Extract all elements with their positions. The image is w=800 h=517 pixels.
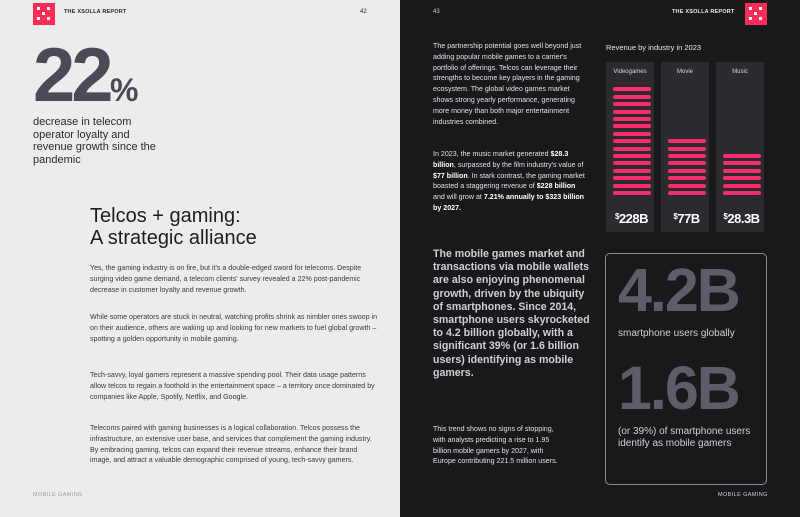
bar-panel-movie xyxy=(661,62,709,232)
bar-segment xyxy=(613,154,651,158)
bar-segment xyxy=(613,102,651,106)
heading-line-2: A strategic alliance xyxy=(90,227,257,249)
stat-caption: decrease in telecom operator loyalty and revenue growth since the pandemic xyxy=(33,116,156,166)
bar-segment xyxy=(668,161,706,165)
mobile-games-heading: The mobile games market and transactions via mobile wallets are also enjoying phenomenal growth, driven by the ubiquity of smartphones. Since 2014, smartphone users skyrocketed to 4.2 billion globally, with a significant 39% (or 1.6 billion users) identifying as mobile gamers. xyxy=(433,248,590,379)
bar-value-label: $28.3B xyxy=(723,211,760,226)
body-paragraph: Telecoms paired with gaming businesses is a logical collaboration. Telcos possess the infrastructure, an extensive user base, and services that complement the gaming industry. By embracing gaming, telcos can expand their revenue streams, enhance their brand image, and attract a valuable demographic comprised of young, tech-savvy gamers. xyxy=(90,424,372,465)
bar-segment xyxy=(668,191,706,195)
report-title-right: THE XSOLLA REPORT xyxy=(672,9,735,15)
page-number-left: 42 xyxy=(360,9,367,15)
trend-paragraph: This trend shows no signs of stopping, with analysts predicting a rise to 1.95 billion mobile gamers by 2027, with Europe contributing 221.5 million users. xyxy=(433,425,558,466)
big-stat-unit: % xyxy=(110,72,139,108)
bar-category-label: Videogames xyxy=(613,69,647,75)
chart-title: Revenue by industry in 2023 xyxy=(606,43,702,52)
bar-segment xyxy=(723,161,761,165)
bar-category-label: Music xyxy=(732,69,748,75)
bar-segment xyxy=(613,161,651,165)
right-page xyxy=(400,0,800,517)
bar-segment xyxy=(613,147,651,151)
intro-paragraph: The partnership potential goes well beyond just adding popular mobile games to a carrier's portfolio of offerings. Telcos can leverage their strengths to become key players in the gaming ecosystem. The global video games market shows strong yearly performance, generating more money than both major entertainment industries combined. xyxy=(433,42,582,126)
bar-panel-videogames xyxy=(606,62,654,232)
bar-segment xyxy=(613,95,651,99)
bar-segment xyxy=(613,191,651,195)
bar-segment xyxy=(613,176,651,180)
body-paragraph: While some operators are stuck in neutral, watching profits shrink as nimbler ones swoop in on their audience, others are waking up and looking for new markets to fuel global growth – spotting a golden opportunity in mobile gaming. xyxy=(90,313,378,343)
big-stat: 22 xyxy=(33,33,110,118)
bar-segment xyxy=(613,139,651,143)
xsolla-logo xyxy=(745,3,767,25)
body-paragraph: Tech-savvy, loyal gamers represent a massive spending pool. Their data usage patterns allow telcos to regain a foothold in the entertainment space – a territory once dominated by companies like Apple, Spotify, Netflix, and Google. xyxy=(90,371,375,401)
bar-segment xyxy=(668,184,706,188)
section-heading xyxy=(90,205,340,249)
bar-category-label: Movie xyxy=(676,69,693,75)
xsolla-logo xyxy=(33,3,55,25)
body-paragraph: Yes, the gaming industry is on fire, but it's a double-edged sword for telecoms. Despite surging video game demand, a telecom clients' survey revealed a 22% post-pandemic decrease in customer loyalty and revenue growth. xyxy=(90,264,362,294)
bar-segment xyxy=(613,117,651,121)
bar-segment xyxy=(613,110,651,114)
footer-left: MOBILE GAMING xyxy=(33,492,83,498)
bar-segment xyxy=(613,87,651,91)
footer-right: MOBILE GAMING xyxy=(718,492,768,498)
bar-panel-music xyxy=(716,62,764,232)
mobile-gamers-stat: 1.6B xyxy=(618,354,739,422)
heading-line-1: Telcos + gaming: xyxy=(90,205,241,227)
bar-segment xyxy=(723,169,761,173)
stat-box xyxy=(605,253,767,485)
smartphone-users-caption: smartphone users globally xyxy=(618,328,735,339)
bar-segment xyxy=(668,169,706,173)
report-title: THE XSOLLA REPORT xyxy=(64,9,127,15)
bar-segment xyxy=(668,176,706,180)
bar-segment xyxy=(723,176,761,180)
smartphone-users-stat: 4.2B xyxy=(618,256,739,324)
bar-segment xyxy=(723,191,761,195)
bar-segment xyxy=(613,184,651,188)
bar-segment xyxy=(668,147,706,151)
bar-segment xyxy=(613,124,651,128)
bar-segment xyxy=(613,169,651,173)
bar-segment xyxy=(613,132,651,136)
page-number-right: 43 xyxy=(433,9,440,15)
bar-value-label: $77B xyxy=(673,211,700,226)
bar-value-label: $228B xyxy=(614,211,649,226)
bar-segment xyxy=(668,139,706,143)
market-paragraph: In 2023, the music market generated $28.3 billion, surpassed by the film industry's value of $77 billion. In stark contrast, the gaming market boasted a staggering revenue of $228 billion and will grow at 7.21% annually to $323 billion by 2027. xyxy=(433,150,585,212)
mobile-gamers-caption: (or 39%) of smartphone users identify as mobile gamers xyxy=(618,426,751,449)
bar-segment xyxy=(723,184,761,188)
bar-segment xyxy=(723,154,761,158)
bar-segment xyxy=(668,154,706,158)
